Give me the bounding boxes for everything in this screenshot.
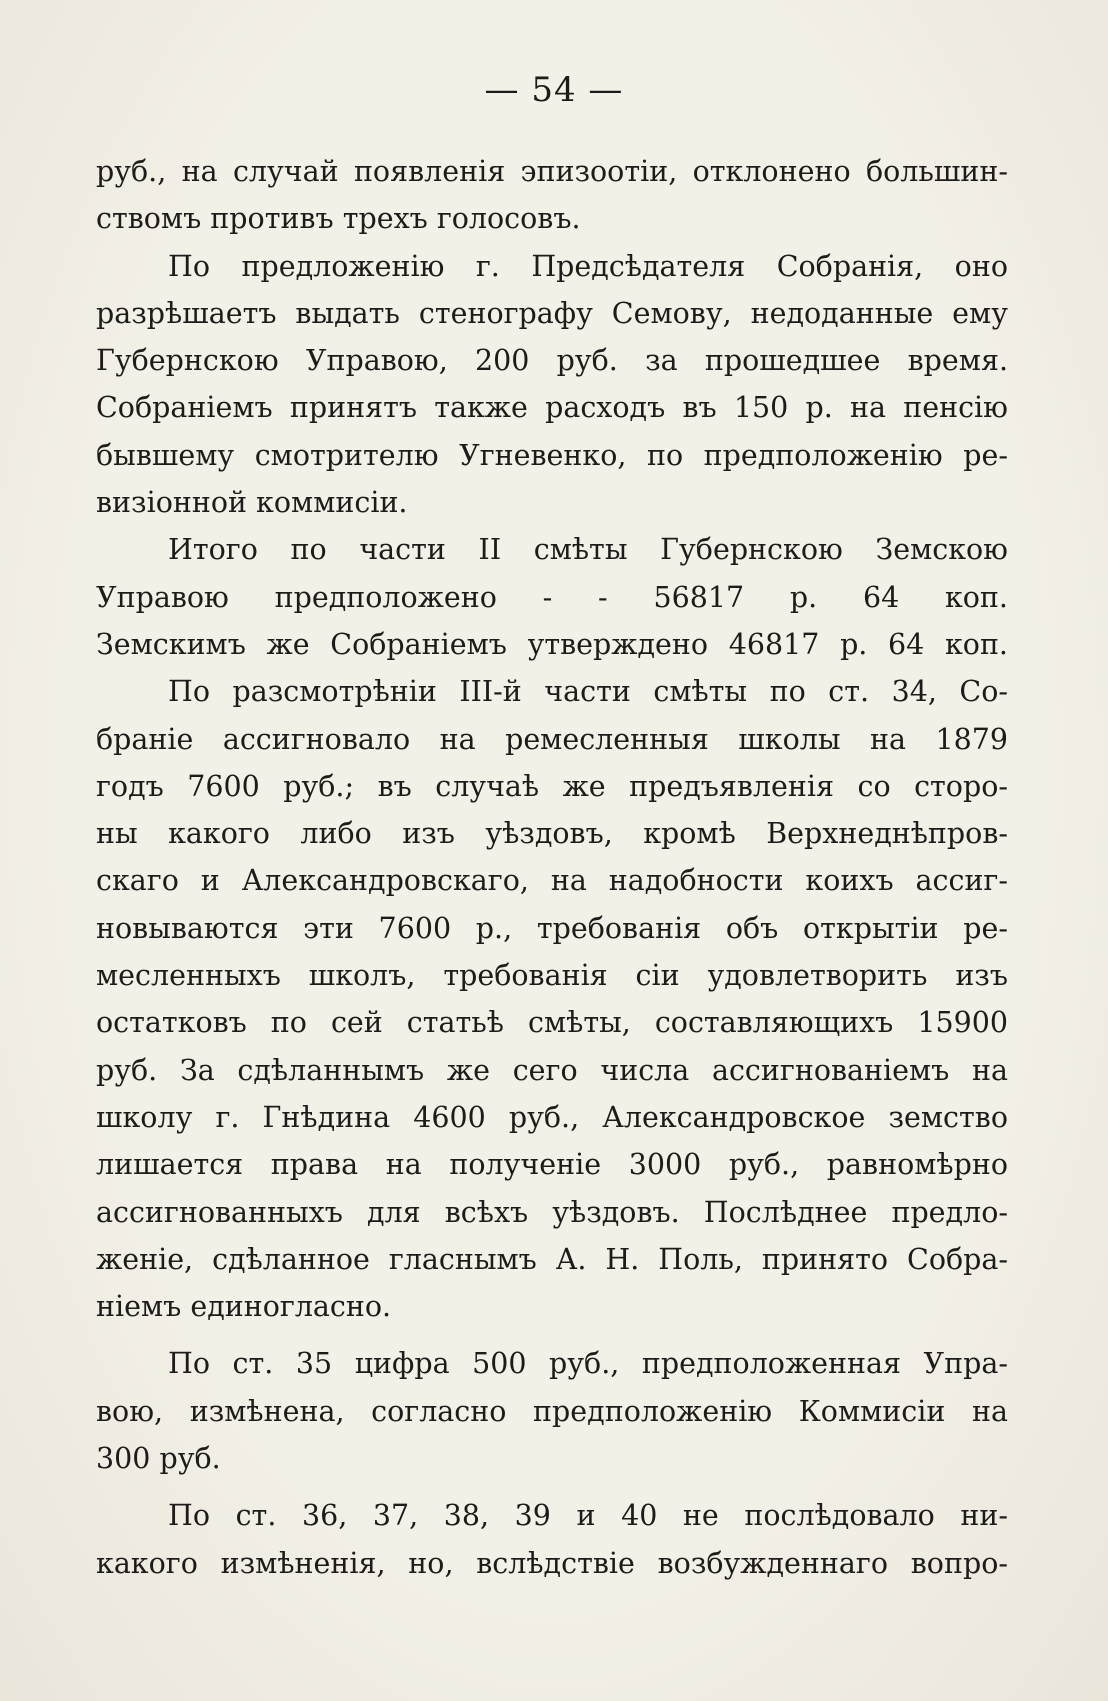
text-line: руб. За сдѣланнымъ же сего числа ассигнованіемъ на <box>96 1053 1008 1087</box>
text-line: какого измѣненія, но, вслѣдствіе возбужденнаго вопро- <box>96 1546 1008 1580</box>
paragraph <box>96 526 1008 668</box>
paragraph-gap <box>96 1330 1008 1340</box>
text-line: Управою предположено - - 56817 р. 64 коп. <box>96 580 1008 614</box>
text-line: бывшему смотрителю Угневенко, по предположенію ре- <box>96 438 1008 472</box>
paragraph-gap <box>96 1482 1008 1492</box>
text-line: Итого по части II смѣты Губернскою Земскою <box>168 533 1008 567</box>
text-line: новываются эти 7600 р., требованія объ открытіи ре- <box>96 911 1008 945</box>
text-line: Земскимъ же Собраніемъ утверждено 46817 р. 64 коп. <box>96 627 1008 661</box>
text-line: По предложенію г. Предсѣдателя Собранія, оно <box>168 249 1008 283</box>
text-line: лишается права на полученіе 3000 руб., равномѣрно <box>96 1148 1008 1182</box>
text-line: 300 руб. <box>96 1442 221 1476</box>
body-text <box>96 148 1008 1587</box>
text-line: разрѣшаетъ выдать стенографу Семову, недоданные ему <box>96 296 1008 330</box>
text-line: ассигнованныхъ для всѣхъ уѣздовъ. Послѣднее предло- <box>96 1195 1008 1229</box>
text-line: женіе, сдѣланное гласнымъ А. Н. Поль, принято Собра- <box>96 1242 1008 1276</box>
text-line: остатковъ по сей статьѣ смѣты, составляющихъ 15900 <box>96 1006 1008 1040</box>
text-line: ніемъ единогласно. <box>96 1290 392 1324</box>
paragraph <box>96 1492 1008 1587</box>
text-line: По ст. 35 цифра 500 руб., предположенная Упра- <box>168 1347 1008 1381</box>
text-line: Губернскою Управою, 200 руб. за прошедшее время. <box>96 344 1008 378</box>
text-line: По ст. 36, 37, 38, 39 и 40 не послѣдовало ни- <box>168 1499 1008 1533</box>
text-line: браніе ассигновало на ремесленныя школы на 1879 <box>96 722 1008 756</box>
text-line: По разсмотрѣніи III-й части смѣты по ст. 34, Со- <box>168 675 1008 709</box>
text-line: ны какого либо изъ уѣздовъ, кромѣ Верхнеднѣпров- <box>96 817 1008 851</box>
text-line: школу г. Гнѣдина 4600 руб., Александровское земство <box>96 1100 1008 1134</box>
text-line: ствомъ противъ трехъ голосовъ. <box>96 202 581 236</box>
text-line: годъ 7600 руб.; въ случаѣ же предъявленія со сторо- <box>96 769 1008 803</box>
text-line: руб., на случай появленія эпизоотіи, отклонено большин- <box>96 155 1008 188</box>
page-number: — 54 — <box>484 70 624 110</box>
paragraph <box>96 148 1008 243</box>
text-line: визіонной коммисіи. <box>96 486 408 520</box>
paragraph <box>96 243 1008 527</box>
text-line: Собраніемъ принятъ также расходъ въ 150 р. на пенсію <box>96 391 1008 425</box>
paragraph <box>96 668 1008 1330</box>
paragraph <box>96 1340 1008 1482</box>
text-line: месленныхъ школъ, требованія сіи удовлетворить изъ <box>96 959 1008 993</box>
text-line: вою, измѣнена, согласно предположенію Коммисіи на <box>96 1394 1008 1428</box>
text-line: скаго и Александровскаго, на надобности коихъ ассиг- <box>96 864 1008 898</box>
